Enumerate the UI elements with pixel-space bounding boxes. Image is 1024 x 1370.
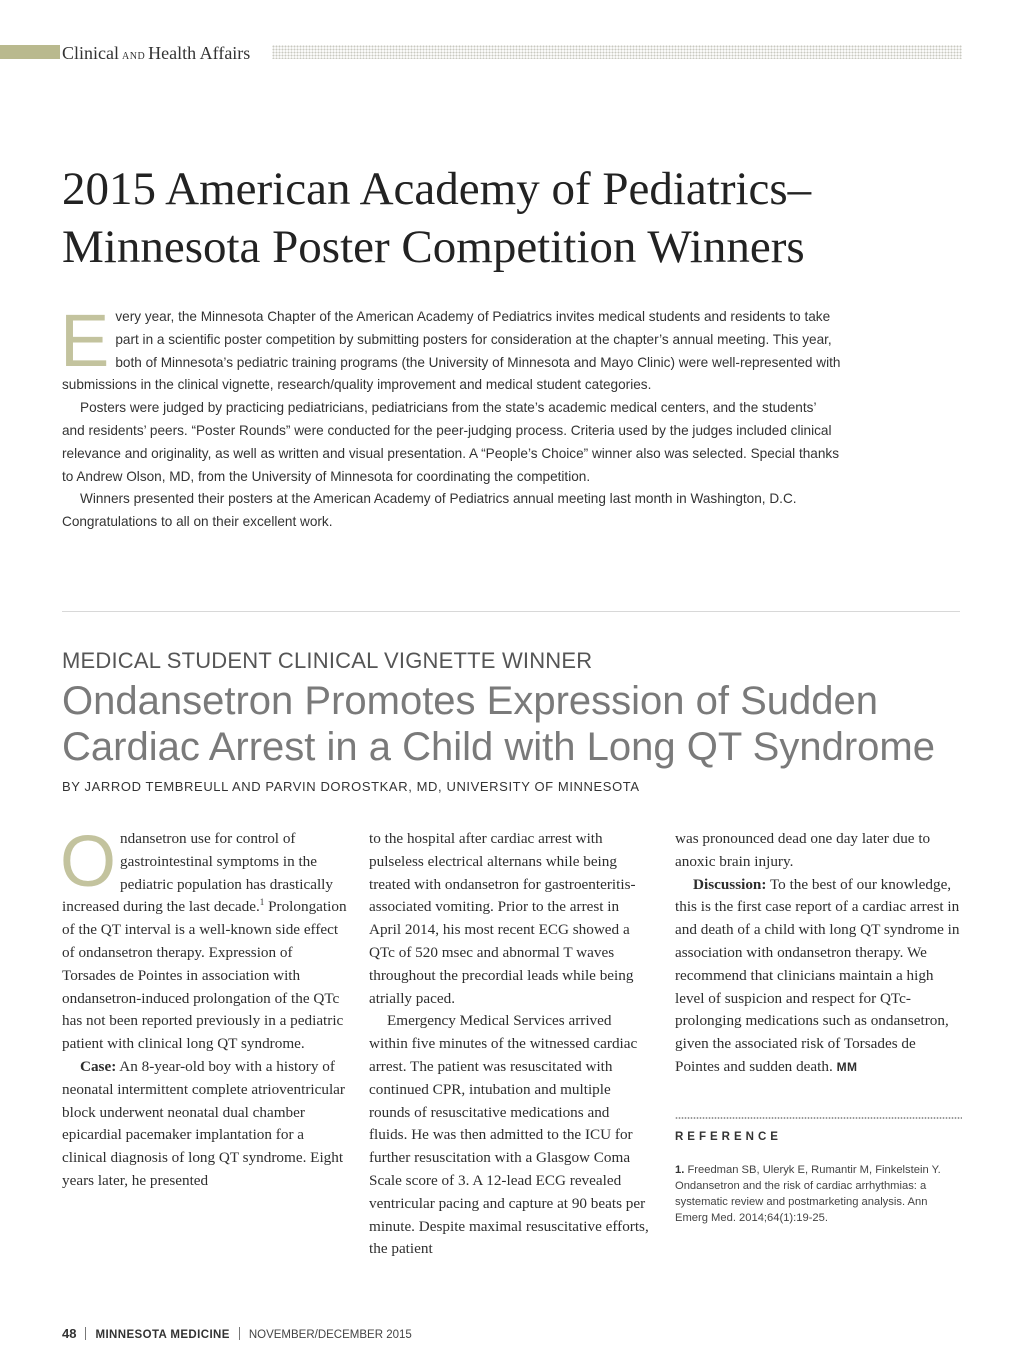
footer-separator	[239, 1327, 240, 1340]
article-column-1	[60, 822, 348, 1193]
col3-continuation: was pronounced dead one day later due to anoxic brain injury.	[675, 830, 931, 870]
citation-superscript: 1	[259, 897, 265, 908]
article-column-2	[369, 828, 651, 1261]
article-paragraph-intro	[60, 822, 348, 1056]
section-part2: Health Affairs	[148, 43, 251, 63]
end-mark: MM	[836, 1059, 858, 1074]
intro-paragraph-2: Posters were judged by practicing pediatricians, pediatricians from the state’s academic medical centers, and the students’ and residents’ peers. “Poster Rounds” were conducted for the peer-judging process. Criteria used by the judges included clinical relevance and originality, as well as written and visual presentation. A “People’s Choice” winner also was selected. Special thanks to Andrew Olson, MD, from the University of Minnesota for coordinating the competition.	[62, 400, 840, 484]
article-title-line2: Cardiac Arrest in a Child with Long QT Syndrome	[62, 725, 935, 769]
reference-entry	[675, 1162, 960, 1226]
section-divider	[62, 611, 960, 612]
intro-paragraph-3: Winners presented their posters at the American Academy of Pediatrics annual meeting last month in Washington, D.C. Congratulations to all on their excellent work.	[62, 491, 797, 530]
header-accent-bar	[0, 45, 60, 59]
reference-heading: REFERENCE	[675, 1131, 782, 1143]
article-p1-b: Prolongation of the QT interval is a well-known side effect of ondansetron therapy. Expression of Torsades de Pointes in association with ondansetron-induced prolongation of the QTc has not been reported previously in a pediatric patient with clinical long QT syndrome.	[62, 898, 347, 1053]
article-byline: BY JARROD TEMBREULL AND PARVIN DOROSTKAR, MD, UNIVERSITY OF MINNESOTA	[62, 779, 640, 794]
article-paragraph-case	[62, 1056, 348, 1193]
article-title-line1: Ondansetron Promotes Expression of Sudden	[62, 679, 879, 723]
page-title-line1: 2015 American Academy of Pediatrics–	[62, 163, 812, 215]
reference-number: 1.	[675, 1164, 685, 1176]
intro-paragraph-1	[60, 299, 842, 397]
article-paragraph-ems: Emergency Medical Services arrived within five minutes of the witnessed cardiac arrest. The patient was resuscitated with continued CPR, intubation and multiple rounds of resuscitative medications and fluids. He was then admitted to the ICU for further resuscitation with a Glasgow Coma Scale score of 3. A 12-lead ECG revealed ventricular pacing and capture at 90 beats per minute. Despite maximal resuscitative efforts, the patient	[369, 1012, 649, 1258]
case-label: Case:	[80, 1057, 117, 1075]
reference-citation: Freedman SB, Uleryk E, Rumantir M, Finkelstein Y. Ondansetron and the risk of cardiac arrhythmias: a systematic review and postmarketing analysis. Ann Emerg Med. 2014;64(1):19-25.	[675, 1164, 941, 1224]
article-title	[62, 678, 962, 770]
magazine-name: MINNESOTA MEDICINE	[95, 1329, 230, 1341]
page-footer	[62, 1326, 412, 1343]
discussion-label: Discussion:	[693, 875, 767, 893]
page-number: 48	[62, 1326, 77, 1341]
header-dot-pattern	[272, 45, 962, 59]
article-kicker: MEDICAL STUDENT CLINICAL VIGNETTE WINNER	[62, 648, 593, 673]
case-text-col1: An 8-year-old boy with a history of neonatal intermittent complete atrioventricular block underwent neonatal dual chamber epicardial pacemaker implantation for a clinical diagnosis of long QT syndrome. Eight years later, he presented	[62, 1057, 345, 1189]
running-header	[0, 42, 962, 64]
discussion-text: To the best of our knowledge, this is the first case report of a cardiac arrest in and death of a child with long QT syndrome in association with ondansetron therapy. We recommend that clinicians maintain a high level of suspicion and respect for QTc-prolonging medications such as ondansetron, given the associated risk of Torsades de Pointes and sudden death.	[675, 875, 960, 1075]
footer-separator	[85, 1327, 86, 1340]
issue-date: NOVEMBER/DECEMBER 2015	[248, 1329, 412, 1341]
page-title-line2: Minnesota Poster Competition Winners	[62, 221, 805, 273]
intro-p1-text: very year, the Minnesota Chapter of the American Academy of Pediatrics invites medical students and residents to take part in a scientific poster competition by submitting posters for consideration at the chapter’s annual meeting. This year, both of Minnesota’s pediatric training programs (the University of Minnesota and Mayo Clinic) were well-represented with submissions in the clinical vignette, research/quality improvement and medical student categories.	[62, 309, 841, 393]
case-text-col2: to the hospital after cardiac arrest with pulseless electrical alternans while being treated with ondansetron for gastroenteritis-associated vomiting. Prior to the arrest in April 2014, his most recent ECG showed a QTc of 520 msec and abnormal T waves throughout the precordial leads while being atrially paced.	[369, 830, 636, 1007]
article-dropcap: O	[60, 822, 117, 902]
article-p1-a: ndansetron use for control of gastrointestinal symptoms in the pediatric population has drastically increased during the last decade.	[62, 830, 333, 916]
page-title	[62, 160, 942, 276]
intro-text	[60, 299, 842, 534]
section-and: AND	[122, 51, 146, 62]
section-part1: Clinical	[62, 43, 119, 63]
article-paragraph-discussion	[675, 874, 961, 1079]
article-column-3	[675, 828, 961, 1079]
intro-dropcap: E	[60, 299, 110, 382]
section-label	[62, 42, 250, 68]
reference-dotted-rule	[675, 1117, 962, 1119]
